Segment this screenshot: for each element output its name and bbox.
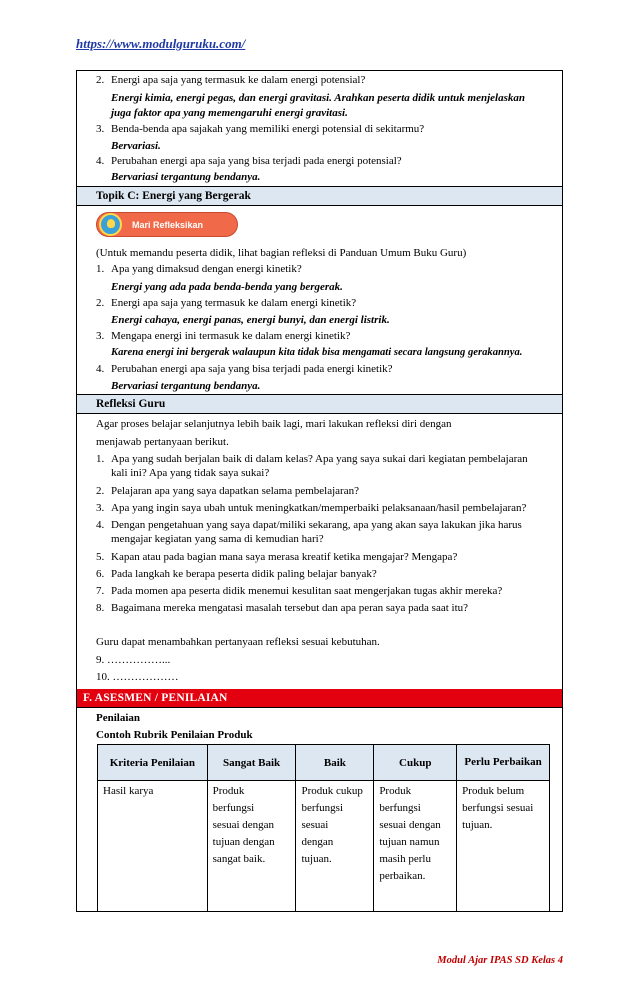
reflection-icon <box>99 213 122 236</box>
rubric-table <box>97 744 550 912</box>
note-line: Guru dapat menambahkan pertanyaan refleksi sesuai kebutuhan. <box>96 636 380 648</box>
list-item: 8. Bagaimana mereka mengatasi masalah tersebut dan apa peran saya pada saat itu? <box>96 602 469 614</box>
button-label: Mari Refleksikan <box>132 219 204 230</box>
column-header: Perlu Perbaikan <box>457 745 550 781</box>
list-item: 1. Apa yang sudah berjalan baik di dalam kelas? Apa yang saya sukai dari kegiatan pembelajaran <box>96 453 528 465</box>
table-cell: Produk cukup berfungsi sesuai dengan tujuan. <box>296 781 374 912</box>
list-item-cont: kali ini? Apa yang tidak saya sukai? <box>111 467 270 479</box>
topik-c-heading: Topik C: Energi yang Bergerak <box>77 187 562 206</box>
asesmen-heading: F. ASESMEN / PENILAIAN <box>77 689 562 708</box>
intro-line: menjawab pertanyaan berikut. <box>96 436 229 448</box>
mari-refleksikan-button[interactable] <box>96 212 238 237</box>
rubrik-title: Contoh Rubrik Penilaian Produk <box>96 729 253 741</box>
intro-line: (Untuk memandu peserta didik, lihat bagian refleksi di Panduan Umum Buku Guru) <box>96 247 467 259</box>
answer-line: juga faktor apa yang memengaruhi energi gravitasi. <box>111 107 348 119</box>
list-item: 4. Dengan pengetahuan yang saya dapat/miliki sekarang, apa yang akan saya lakukan jika harus <box>96 519 522 531</box>
question-line: 3. Mengapa energi ini termasuk ke dalam energi kinetik? <box>96 330 351 342</box>
penilaian-label: Penilaian <box>96 712 141 724</box>
table-cell: Produk berfungsi sesuai dengan tujuan namun masih perlu perbaikan. <box>374 781 457 912</box>
column-header: Sangat Baik <box>207 745 296 781</box>
table-row <box>98 781 550 912</box>
answer-line: Energi yang ada pada benda-benda yang bergerak. <box>111 281 343 293</box>
list-item: 7. Pada momen apa peserta didik menemui kesulitan saat mengerjakan tugas akhir mereka? <box>96 585 503 597</box>
topik-b-section <box>77 71 562 187</box>
question-line: 3. Benda-benda apa sajakah yang memiliki energi potensial di sekitarmu? <box>96 123 425 135</box>
header-url[interactable]: https://www.modulguruku.com/ <box>76 36 246 51</box>
question-line: 2. Energi apa saja yang termasuk ke dalam energi kinetik? <box>96 297 357 309</box>
column-header: Kriteria Penilaian <box>98 745 208 781</box>
question-line: 2. Energi apa saja yang termasuk ke dalam energi potensial? <box>96 74 366 86</box>
column-header: Cukup <box>374 745 457 781</box>
answer-line: Bervariasi tergantung bendanya. <box>111 171 261 183</box>
intro-line: Agar proses belajar selanjutnya lebih baik lagi, mari lakukan refleksi diri dengan <box>96 418 452 430</box>
list-item-cont: mengajar kegiatan yang sama di kemudian hari? <box>111 533 324 545</box>
table-cell: Produk belum berfungsi sesuai tujuan. <box>457 781 550 912</box>
list-item: 6. Pada langkah ke berapa peserta didik paling belajar banyak? <box>96 568 377 580</box>
answer-line: Bervariasi tergantung bendanya. <box>111 380 261 392</box>
table-cell: Produk berfungsi sesuai dengan tujuan dengan sangat baik. <box>207 781 296 912</box>
refleksi-guru-heading: Refleksi Guru <box>77 395 562 414</box>
answer-line: Energi kimia, energi pegas, dan energi gravitasi. Arahkan peserta didik untuk menjelaskan <box>111 92 525 104</box>
topik-c-section <box>77 206 562 395</box>
question-line: 4. Perubahan energi apa saja yang bisa terjadi pada energi potensial? <box>96 155 402 167</box>
footer-text: Modul Ajar IPAS SD Kelas 4 <box>437 955 563 966</box>
table-cell: Hasil karya <box>98 781 208 912</box>
refleksi-section <box>77 414 562 683</box>
question-line: 4. Perubahan energi apa saja yang bisa terjadi pada energi kinetik? <box>96 363 393 375</box>
list-item: 3. Apa yang ingin saya ubah untuk meningkatkan/memperbaiki pelaksanaan/hasil pembelajaran? <box>96 502 527 514</box>
answer-line: Karena energi ini bergerak walaupun kita tidak bisa mengamati secara langsung gerakannya. <box>111 347 523 358</box>
column-header: Baik <box>296 745 374 781</box>
answer-line: Bervariasi. <box>111 140 161 152</box>
extra-line: 10. ……………… <box>96 671 179 683</box>
question-line: 1. Apa yang dimaksud dengan energi kinetik? <box>96 263 302 275</box>
content-frame <box>76 70 563 912</box>
table-header-row <box>98 745 550 781</box>
list-item: 5. Kapan atau pada bagian mana saya merasa kreatif ketika mengajar? Mengapa? <box>96 551 458 563</box>
extra-line: 9. ……………... <box>96 654 171 666</box>
answer-line: Energi cahaya, energi panas, energi bunyi, dan energi listrik. <box>111 314 390 326</box>
list-item: 2. Pelajaran apa yang saya dapatkan selama pembelajaran? <box>96 485 359 497</box>
